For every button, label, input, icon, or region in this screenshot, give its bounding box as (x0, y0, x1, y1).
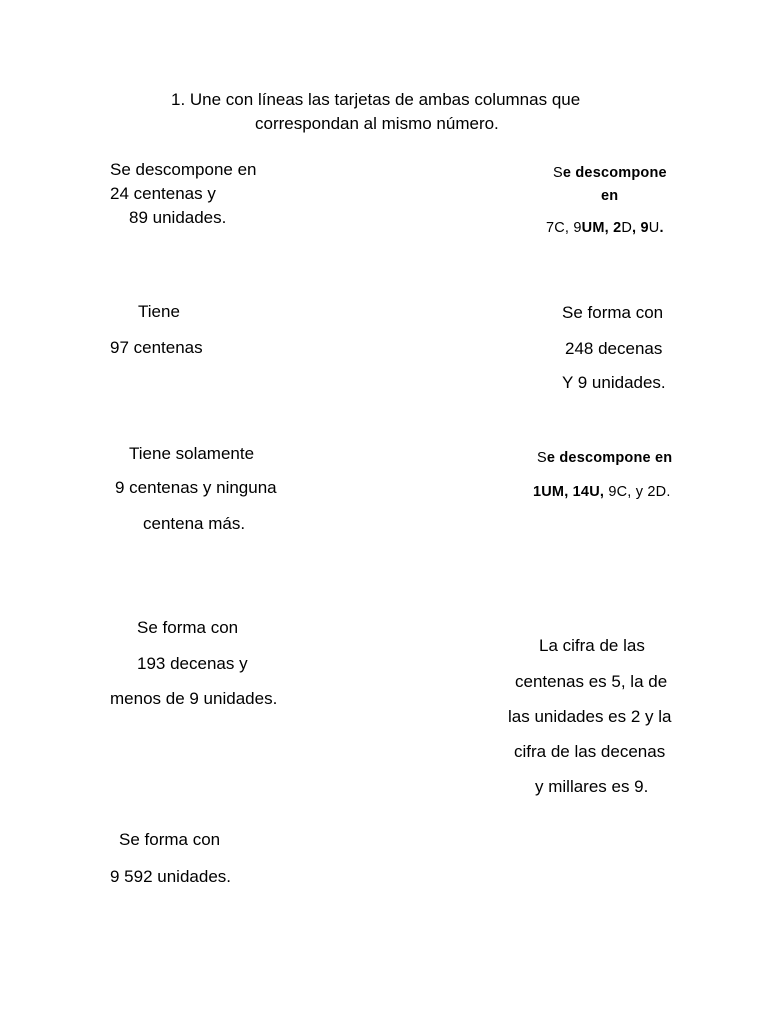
right-card-2-line-2: 248 decenas (565, 339, 663, 358)
right-card-4-line-3: las unidades es 2 y la (508, 707, 672, 726)
instruction-line-2: correspondan al mismo número. (255, 114, 499, 133)
left-card-4-line-2: 193 decenas y (137, 654, 248, 673)
left-card-3-line-2: 9 centenas y ninguna (115, 478, 277, 497)
right-card-4-line-2: centenas es 5, la de (515, 672, 668, 691)
left-card-5-line-1: Se forma con (119, 830, 221, 849)
left-card-1-line-3: 89 unidades. (129, 208, 227, 227)
left-card-3-line-1: Tiene solamente (129, 444, 255, 463)
right-card-1-line-2: en (601, 188, 619, 204)
right-card-1-line-3: 7C, 9UM, 2D, 9U. (546, 220, 664, 236)
left-card-4-line-3: menos de 9 unidades. (110, 689, 278, 708)
right-card-4-line-1: La cifra de las (539, 636, 645, 655)
right-card-1-line-1: Se descompone (553, 165, 667, 181)
right-card-4-line-5: y millares es 9. (535, 777, 649, 796)
left-card-3-line-3: centena más. (143, 514, 246, 533)
left-card-4-line-1: Se forma con (137, 618, 239, 637)
left-card-1-line-2: 24 centenas y (110, 184, 216, 203)
left-card-2-line-2: 97 centenas (110, 338, 203, 357)
right-card-2-line-1: Se forma con (562, 303, 664, 322)
right-card-3-line-1: Se descompone en (537, 450, 673, 466)
left-card-5-line-2: 9 592 unidades. (110, 867, 231, 886)
right-card-2-line-3: Y 9 unidades. (562, 373, 666, 392)
left-card-1-line-1: Se descompone en (110, 160, 257, 179)
left-card-2-line-1: Tiene (138, 302, 180, 321)
right-card-3-line-2: 1UM, 14U, 9C, y 2D. (533, 484, 671, 500)
instruction-line-1: 1. Une con líneas las tarjetas de ambas columnas que (171, 90, 581, 109)
right-card-4-line-4: cifra de las decenas (514, 742, 666, 761)
